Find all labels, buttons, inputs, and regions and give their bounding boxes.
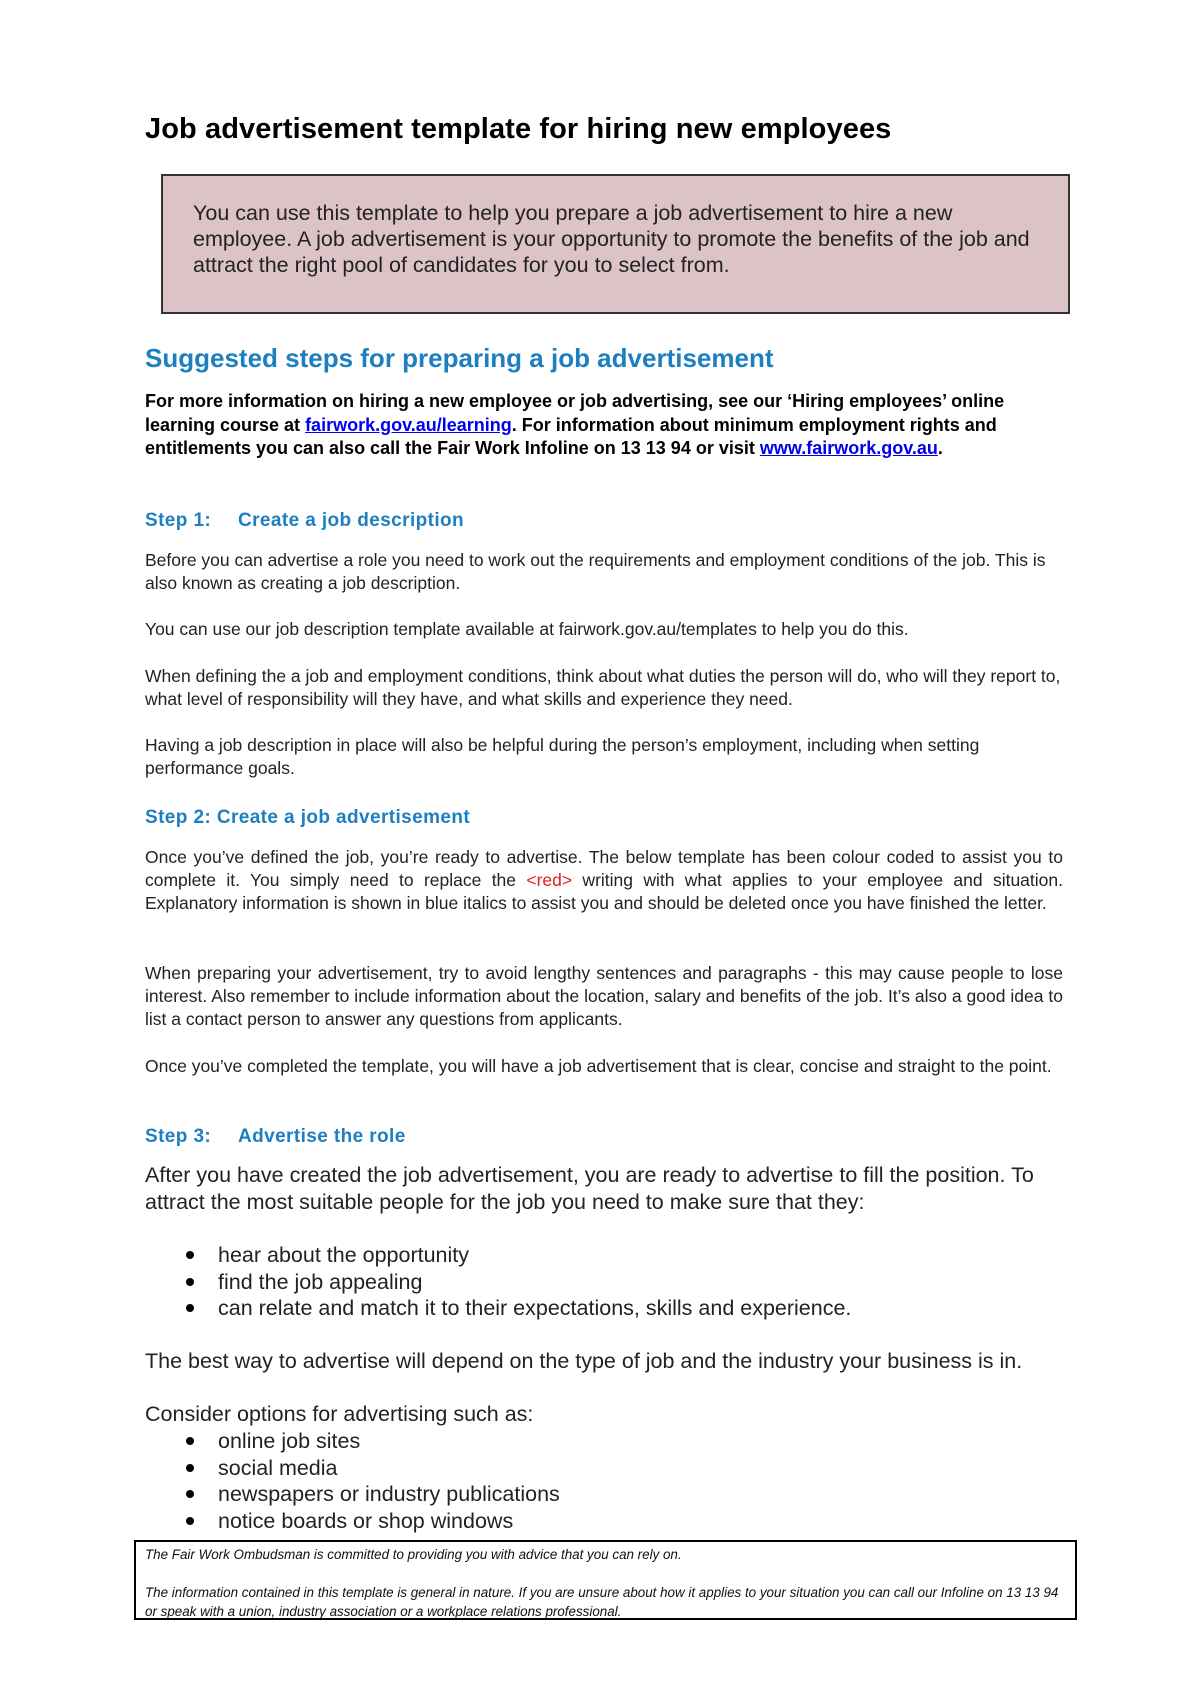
bullet-icon [186,1464,194,1472]
intro-text: You can use this template to help you prepare a job advertisement to hire a new employee. A job advertisement is your opportunity to promote the benefits of the job and attract the right pool of candidates for you to select from. [193,201,1030,277]
fairwork-link[interactable]: www.fairwork.gov.au [759,438,938,458]
list-item [145,1481,560,1508]
lead-paragraph [145,390,1065,461]
step-3-paragraph-3: Consider options for advertising such as: [145,1402,534,1426]
advertising-options-list [145,1428,560,1534]
disclaimer-box [134,1540,1077,1620]
bullet-icon [186,1251,194,1259]
step-3-number: Step 3: [145,1126,212,1147]
step-3-paragraph-2: The best way to advertise will depend on the type of job and the industry your business is in. [145,1349,1023,1373]
step-1-heading [145,510,464,532]
step-2-paragraph-2: When preparing your advertisement, try to avoid lengthy sentences and paragraphs - this may cause people to lose interest. Also remember to include information about the location, salary and benefits of the job. It’s also a good idea to list a contact person to answer any questions from applicants. [145,963,1063,1030]
step-3-heading [145,1126,406,1148]
step-2-paragraph-1 [145,846,1063,916]
step-2-paragraph-3: Once you’ve completed the template, you will have a job advertisement that is clear, concise and straight to the point. [145,1056,1052,1076]
list-item-text: newspapers or industry publications [218,1482,560,1506]
list-item-text: notice boards or shop windows [218,1508,514,1533]
list-item-text: social media [218,1455,338,1480]
step-1-number: Step 1: [145,510,212,531]
step-3-title: Advertise the role [238,1126,406,1147]
step-1-paragraph-2: You can use our job description template available at fairwork.gov.au/templates to help you do this. [145,619,909,639]
list-item [145,1242,851,1269]
suggested-steps-heading: Suggested steps for preparing a job advertisement [145,343,774,373]
bullet-icon [186,1278,194,1286]
step-1-paragraph-3: When defining the a job and employment conditions, think about what duties the person will do, who will they report to, what level of responsibility will they have, and what skills and experience they need. [145,666,1061,710]
step-2-text-b: writing with what applies to your employee and situation. Explanatory information is shown in blue italics to assist you and should be deleted once you have finished the letter. [145,870,1063,914]
step-2-heading: Step 2: Create a job advertisement [145,807,471,828]
step-1-paragraph-4: Having a job description in place will also be helpful during the person’s employment, including when setting performance goals. [145,735,980,779]
list-item [145,1269,851,1296]
bullet-icon [186,1517,194,1525]
lead-text-1: For more information on hiring a new employee or job advertising, see our ‘Hiring employees’ online learning course at [145,391,1005,435]
list-item-text: find the job appealing [218,1269,423,1294]
step-2-text-a: Once you’ve defined the job, you’re ready to advertise. The below template has been colour coded to assist you to complete it. You simply need to replace the [145,847,1063,891]
list-item-text: can relate and match it to their expectations, skills and experience. [218,1296,852,1320]
list-item [145,1455,560,1482]
step-3-paragraph-1: After you have created the job advertisement, you are ready to advertise to fill the position. To attract the most suitable people for the job you need to make sure that they: [145,1163,1034,1214]
bullet-icon [186,1490,194,1498]
step-1-paragraph-1: Before you can advertise a role you need to work out the requirements and employment conditions of the job. This is also known as creating a job description. [145,550,1046,594]
list-item [145,1508,560,1535]
audience-list [145,1242,851,1322]
lead-text-2: . For information about minimum employment rights and entitlements you can also call the Fair Work Infoline on 13 13 94 or visit [145,414,997,458]
list-item [145,1428,560,1455]
intro-box [161,174,1070,314]
page-title: Job advertisement template for hiring new employees [145,113,892,145]
step-1-title: Create a job description [238,510,465,531]
disclaimer-line-1: The Fair Work Ombudsman is committed to providing you with advice that you can rely on. [145,1547,682,1562]
lead-text-3: . [937,438,943,458]
list-item-text: hear about the opportunity [218,1243,470,1267]
list-item-text: online job sites [218,1429,361,1453]
bullet-icon [186,1304,194,1312]
red-placeholder-example: <red> [526,870,573,891]
list-item [145,1295,851,1322]
bullet-icon [186,1437,194,1445]
learning-link[interactable]: fairwork.gov.au/learning [305,414,512,435]
disclaimer-line-2: The information contained in this template is general in nature. If you are unsure about how it applies to your situation you can call our Infoline on 13 13 94 or speak with a union, industry association or a workplace relations professional. [145,1585,1059,1619]
